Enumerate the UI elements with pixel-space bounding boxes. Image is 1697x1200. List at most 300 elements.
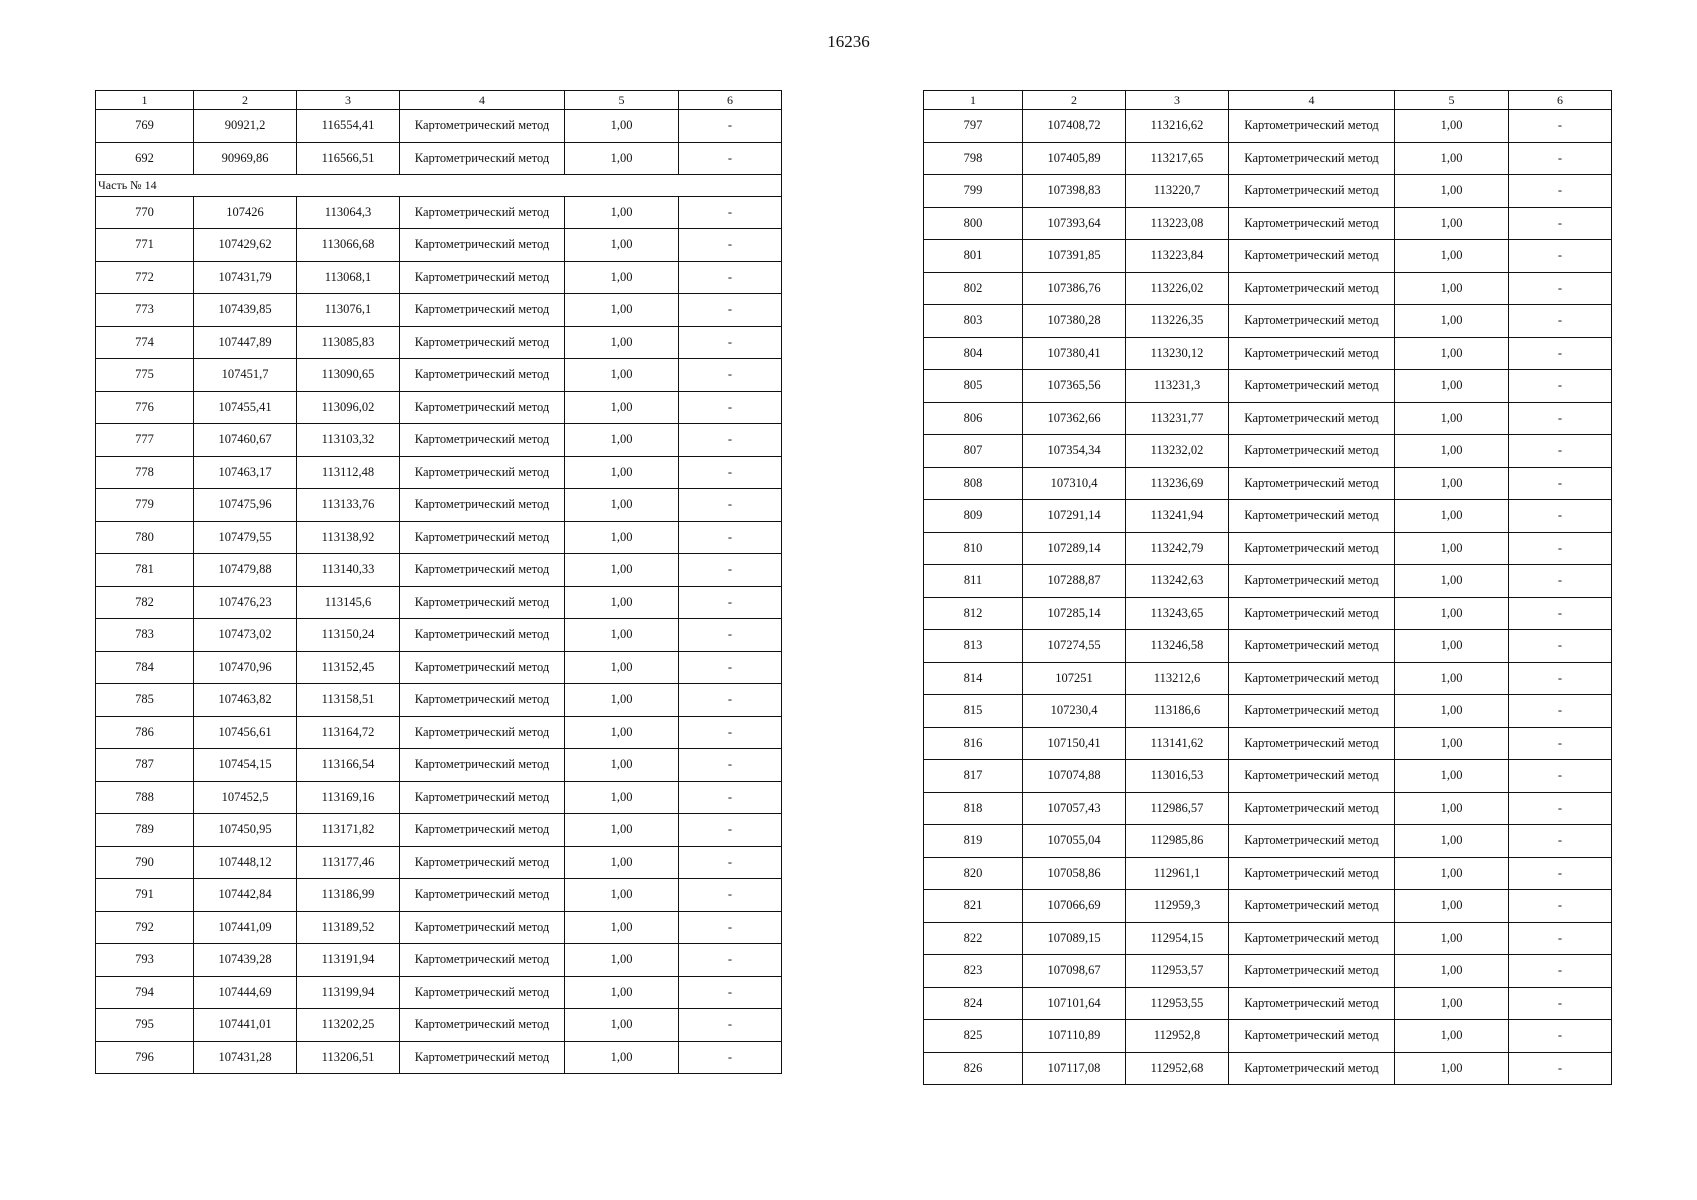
table-cell: -: [1509, 890, 1612, 923]
table-cell: 107439,28: [194, 944, 297, 977]
table-row: [924, 987, 1612, 1020]
table-cell: 107398,83: [1023, 175, 1126, 208]
table-cell: Картометрический метод: [400, 196, 565, 229]
table-cell: 113216,62: [1126, 110, 1229, 143]
table-cell: 107479,55: [194, 521, 297, 554]
table-cell: 817: [924, 760, 1023, 793]
section-row: [96, 175, 782, 197]
table-cell: 808: [924, 467, 1023, 500]
table-cell: 1,00: [1395, 532, 1509, 565]
table-cell: Картометрический метод: [400, 142, 565, 175]
table-cell: 112954,15: [1126, 922, 1229, 955]
table-cell: 1,00: [1395, 727, 1509, 760]
table-row: [924, 142, 1612, 175]
table-cell: -: [1509, 597, 1612, 630]
table-row: [924, 662, 1612, 695]
table-cell: Картометрический метод: [400, 976, 565, 1009]
table-cell: 107470,96: [194, 651, 297, 684]
table-cell: Картометрический метод: [400, 326, 565, 359]
table-cell: Картометрический метод: [1229, 565, 1395, 598]
table-row: [96, 749, 782, 782]
table-cell: 112953,57: [1126, 955, 1229, 988]
table-row: [924, 272, 1612, 305]
table-row: [924, 792, 1612, 825]
table-row: [924, 890, 1612, 923]
table-cell: 113152,45: [297, 651, 400, 684]
table-row: [96, 911, 782, 944]
table-cell: 113064,3: [297, 196, 400, 229]
table-row: [96, 554, 782, 587]
table-cell: 1,00: [1395, 500, 1509, 533]
table-cell: 797: [924, 110, 1023, 143]
table-cell: 113220,7: [1126, 175, 1229, 208]
table-row: [924, 597, 1612, 630]
table-cell: 1,00: [565, 976, 679, 1009]
table-cell: 107454,15: [194, 749, 297, 782]
table-cell: 1,00: [565, 749, 679, 782]
table-cell: 113138,92: [297, 521, 400, 554]
table-cell: 811: [924, 565, 1023, 598]
table-cell: 112953,55: [1126, 987, 1229, 1020]
table-cell: 107288,87: [1023, 565, 1126, 598]
table-cell: -: [679, 749, 782, 782]
table-cell: Картометрический метод: [400, 424, 565, 457]
table-cell: Картометрический метод: [1229, 955, 1395, 988]
table-cell: 1,00: [565, 716, 679, 749]
table-row: [924, 695, 1612, 728]
table-cell: -: [1509, 337, 1612, 370]
table-cell: -: [1509, 922, 1612, 955]
table-cell: Картометрический метод: [1229, 532, 1395, 565]
table-row: [924, 922, 1612, 955]
table-cell: Картометрический метод: [400, 261, 565, 294]
table-row: [96, 814, 782, 847]
table-cell: 107057,43: [1023, 792, 1126, 825]
table-cell: 1,00: [1395, 662, 1509, 695]
table-cell: Картометрический метод: [400, 814, 565, 847]
table-cell: Картометрический метод: [400, 456, 565, 489]
table-cell: Картометрический метод: [400, 684, 565, 717]
table-cell: Картометрический метод: [1229, 402, 1395, 435]
table-cell: 107074,88: [1023, 760, 1126, 793]
table-cell: 1,00: [1395, 207, 1509, 240]
table-cell: 1,00: [565, 294, 679, 327]
table-cell: 107441,09: [194, 911, 297, 944]
coordinates-table-left: [95, 90, 782, 1074]
table-cell: Картометрический метод: [1229, 857, 1395, 890]
table-cell: -: [1509, 662, 1612, 695]
table-cell: 794: [96, 976, 194, 1009]
table-cell: -: [679, 586, 782, 619]
table-cell: 107451,7: [194, 359, 297, 392]
table-cell: 107475,96: [194, 489, 297, 522]
table-cell: 113169,16: [297, 781, 400, 814]
table-cell: 107452,5: [194, 781, 297, 814]
table-cell: -: [1509, 727, 1612, 760]
table-cell: Картометрический метод: [400, 294, 565, 327]
table-cell: Картометрический метод: [400, 391, 565, 424]
table-cell: 113231,3: [1126, 370, 1229, 403]
table-cell: Картометрический метод: [400, 619, 565, 652]
table-cell: 1,00: [1395, 175, 1509, 208]
column-header: 4: [1229, 91, 1395, 110]
table-cell: 1,00: [1395, 435, 1509, 468]
table-cell: Картометрический метод: [1229, 792, 1395, 825]
table-cell: 1,00: [565, 489, 679, 522]
table-cell: 107442,84: [194, 879, 297, 912]
table-cell: 107431,79: [194, 261, 297, 294]
table-cell: 792: [96, 911, 194, 944]
table-cell: Картометрический метод: [1229, 207, 1395, 240]
table-cell: -: [1509, 207, 1612, 240]
column-header: 1: [96, 91, 194, 110]
table-row: [96, 781, 782, 814]
table-cell: 113068,1: [297, 261, 400, 294]
table-cell: Картометрический метод: [400, 229, 565, 262]
table-cell: 113133,76: [297, 489, 400, 522]
table-cell: 107380,41: [1023, 337, 1126, 370]
column-header: 1: [924, 91, 1023, 110]
table-cell: 1,00: [1395, 467, 1509, 500]
table-cell: 778: [96, 456, 194, 489]
table-cell: Картометрический метод: [400, 110, 565, 143]
table-cell: -: [679, 456, 782, 489]
table-cell: 113141,62: [1126, 727, 1229, 760]
table-cell: 113212,6: [1126, 662, 1229, 695]
table-row: [924, 727, 1612, 760]
table-cell: 780: [96, 521, 194, 554]
table-cell: 107441,01: [194, 1009, 297, 1042]
table-row: [924, 1052, 1612, 1085]
table-cell: -: [1509, 272, 1612, 305]
table-cell: 107066,69: [1023, 890, 1126, 923]
table-cell: -: [1509, 695, 1612, 728]
table-cell: 1,00: [565, 326, 679, 359]
table-cell: 784: [96, 651, 194, 684]
table-cell: 113164,72: [297, 716, 400, 749]
table-cell: -: [679, 879, 782, 912]
table-cell: 788: [96, 781, 194, 814]
table-cell: 822: [924, 922, 1023, 955]
table-cell: 113145,6: [297, 586, 400, 619]
section-label: Часть № 14: [96, 175, 782, 197]
table-cell: 112952,8: [1126, 1020, 1229, 1053]
table-cell: Картометрический метод: [1229, 760, 1395, 793]
table-cell: 1,00: [1395, 142, 1509, 175]
coordinates-table-right: [923, 90, 1612, 1085]
table-row: [924, 402, 1612, 435]
table-cell: Картометрический метод: [400, 586, 565, 619]
table-cell: 789: [96, 814, 194, 847]
table-cell: 1,00: [565, 651, 679, 684]
column-header: 6: [1509, 91, 1612, 110]
table-cell: 107089,15: [1023, 922, 1126, 955]
table-cell: 113236,69: [1126, 467, 1229, 500]
table-cell: Картометрический метод: [400, 554, 565, 587]
header-row: [96, 91, 782, 110]
table-cell: 819: [924, 825, 1023, 858]
table-row: [96, 586, 782, 619]
table-cell: 1,00: [565, 424, 679, 457]
table-cell: 1,00: [565, 911, 679, 944]
table-cell: 107386,76: [1023, 272, 1126, 305]
table-cell: 793: [96, 944, 194, 977]
table-cell: 1,00: [1395, 565, 1509, 598]
table-cell: 112961,1: [1126, 857, 1229, 890]
table-row: [96, 391, 782, 424]
column-header: 3: [297, 91, 400, 110]
table-row: [924, 857, 1612, 890]
table-cell: Картометрический метод: [1229, 890, 1395, 923]
table-cell: -: [679, 142, 782, 175]
table-cell: Картометрический метод: [400, 521, 565, 554]
table-cell: -: [1509, 305, 1612, 338]
column-header: 2: [1023, 91, 1126, 110]
table-cell: 1,00: [1395, 402, 1509, 435]
table-cell: 787: [96, 749, 194, 782]
table-cell: 1,00: [1395, 857, 1509, 890]
column-header: 2: [194, 91, 297, 110]
table-cell: 112986,57: [1126, 792, 1229, 825]
table-row: [924, 435, 1612, 468]
table-cell: -: [679, 1009, 782, 1042]
table-row: [96, 684, 782, 717]
table-cell: 1,00: [565, 586, 679, 619]
table-cell: Картометрический метод: [1229, 727, 1395, 760]
table-cell: 116566,51: [297, 142, 400, 175]
table-cell: -: [1509, 825, 1612, 858]
table-cell: Картометрический метод: [1229, 597, 1395, 630]
table-cell: 799: [924, 175, 1023, 208]
table-cell: 107117,08: [1023, 1052, 1126, 1085]
column-header: 3: [1126, 91, 1229, 110]
table-cell: 107101,64: [1023, 987, 1126, 1020]
table-cell: 771: [96, 229, 194, 262]
table-row: [924, 175, 1612, 208]
table-cell: -: [679, 424, 782, 457]
table-cell: 107310,4: [1023, 467, 1126, 500]
table-cell: 113206,51: [297, 1041, 400, 1074]
table-cell: 113242,79: [1126, 532, 1229, 565]
table-cell: 1,00: [1395, 955, 1509, 988]
table-cell: -: [679, 229, 782, 262]
table-cell: -: [1509, 435, 1612, 468]
table-cell: 107405,89: [1023, 142, 1126, 175]
table-cell: 107285,14: [1023, 597, 1126, 630]
table-cell: 805: [924, 370, 1023, 403]
table-cell: 113066,68: [297, 229, 400, 262]
table-cell: -: [1509, 987, 1612, 1020]
table-cell: 113231,77: [1126, 402, 1229, 435]
table-cell: 795: [96, 1009, 194, 1042]
table-cell: -: [679, 359, 782, 392]
table-cell: 107408,72: [1023, 110, 1126, 143]
table-cell: -: [1509, 110, 1612, 143]
table-row: [96, 879, 782, 912]
table-cell: Картометрический метод: [1229, 272, 1395, 305]
table-cell: 790: [96, 846, 194, 879]
table-cell: 1,00: [1395, 110, 1509, 143]
table-cell: Картометрический метод: [1229, 142, 1395, 175]
table-cell: 1,00: [1395, 922, 1509, 955]
table-cell: 1,00: [565, 196, 679, 229]
table-cell: -: [1509, 402, 1612, 435]
table-row: [924, 110, 1612, 143]
table-cell: 107473,02: [194, 619, 297, 652]
table-row: [924, 467, 1612, 500]
table-cell: 1,00: [1395, 792, 1509, 825]
table-cell: 113223,08: [1126, 207, 1229, 240]
table-cell: 810: [924, 532, 1023, 565]
table-cell: Картометрический метод: [400, 781, 565, 814]
table-row: [924, 337, 1612, 370]
table-cell: 1,00: [565, 1041, 679, 1074]
table-cell: 113199,94: [297, 976, 400, 1009]
table-cell: 775: [96, 359, 194, 392]
table-cell: 113158,51: [297, 684, 400, 717]
table-cell: 113016,53: [1126, 760, 1229, 793]
table-row: [96, 261, 782, 294]
table-cell: 773: [96, 294, 194, 327]
table-cell: 113202,25: [297, 1009, 400, 1042]
table-cell: -: [679, 489, 782, 522]
table-cell: -: [1509, 532, 1612, 565]
table-cell: Картометрический метод: [1229, 467, 1395, 500]
table-row: [924, 630, 1612, 663]
table-cell: Картометрический метод: [1229, 695, 1395, 728]
table-row: [924, 760, 1612, 793]
table-cell: Картометрический метод: [400, 944, 565, 977]
table-cell: Картометрический метод: [1229, 337, 1395, 370]
table-row: [96, 456, 782, 489]
table-cell: Картометрический метод: [400, 911, 565, 944]
table-cell: 107291,14: [1023, 500, 1126, 533]
table-cell: 1,00: [1395, 305, 1509, 338]
table-cell: 815: [924, 695, 1023, 728]
table-cell: 116554,41: [297, 110, 400, 143]
table-cell: -: [1509, 1020, 1612, 1053]
table-row: [96, 229, 782, 262]
table-cell: Картометрический метод: [1229, 435, 1395, 468]
table-cell: 113226,35: [1126, 305, 1229, 338]
column-header: 5: [565, 91, 679, 110]
table-cell: 113232,02: [1126, 435, 1229, 468]
table-cell: 107391,85: [1023, 240, 1126, 273]
table-cell: 107450,95: [194, 814, 297, 847]
table-cell: Картометрический метод: [1229, 825, 1395, 858]
table-row: [924, 825, 1612, 858]
table-cell: 107362,66: [1023, 402, 1126, 435]
table-cell: 107110,89: [1023, 1020, 1126, 1053]
table-cell: 107431,28: [194, 1041, 297, 1074]
table-row: [96, 326, 782, 359]
table-row: [96, 1009, 782, 1042]
table-cell: 113140,33: [297, 554, 400, 587]
table-cell: 113223,84: [1126, 240, 1229, 273]
table-cell: 113171,82: [297, 814, 400, 847]
table-cell: Картометрический метод: [1229, 175, 1395, 208]
table-cell: 107365,56: [1023, 370, 1126, 403]
table-cell: -: [679, 716, 782, 749]
table-cell: Картометрический метод: [400, 879, 565, 912]
table-row: [96, 976, 782, 1009]
table-cell: 107439,85: [194, 294, 297, 327]
table-row: [96, 359, 782, 392]
table-cell: Картометрический метод: [400, 1009, 565, 1042]
table-cell: 107479,88: [194, 554, 297, 587]
table-cell: Картометрический метод: [1229, 1020, 1395, 1053]
table-cell: 783: [96, 619, 194, 652]
table-cell: 1,00: [1395, 825, 1509, 858]
table-cell: 807: [924, 435, 1023, 468]
table-cell: Картометрический метод: [400, 359, 565, 392]
table-cell: -: [679, 814, 782, 847]
table-cell: -: [1509, 500, 1612, 533]
column-header: 5: [1395, 91, 1509, 110]
table-cell: 113191,94: [297, 944, 400, 977]
table-cell: 782: [96, 586, 194, 619]
table-cell: 1,00: [565, 142, 679, 175]
table-cell: 770: [96, 196, 194, 229]
table-cell: -: [679, 619, 782, 652]
table-cell: -: [679, 521, 782, 554]
table-cell: -: [1509, 142, 1612, 175]
table-cell: 107098,67: [1023, 955, 1126, 988]
table-row: [96, 196, 782, 229]
table-cell: Картометрический метод: [1229, 922, 1395, 955]
table-cell: 813: [924, 630, 1023, 663]
table-cell: 113096,02: [297, 391, 400, 424]
table-cell: 809: [924, 500, 1023, 533]
table-cell: 107393,64: [1023, 207, 1126, 240]
table-cell: 1,00: [565, 1009, 679, 1042]
table-cell: 113112,48: [297, 456, 400, 489]
table-row: [96, 521, 782, 554]
table-cell: 107456,61: [194, 716, 297, 749]
table-cell: 107476,23: [194, 586, 297, 619]
table-cell: 112959,3: [1126, 890, 1229, 923]
header-row: [924, 91, 1612, 110]
table-cell: 818: [924, 792, 1023, 825]
table-row: [96, 110, 782, 143]
table-cell: -: [679, 846, 782, 879]
table-cell: Картометрический метод: [1229, 500, 1395, 533]
table-cell: 816: [924, 727, 1023, 760]
table-cell: -: [1509, 565, 1612, 598]
table-cell: 1,00: [1395, 597, 1509, 630]
table-cell: -: [1509, 760, 1612, 793]
table-cell: -: [1509, 175, 1612, 208]
table-cell: 107455,41: [194, 391, 297, 424]
table-cell: 826: [924, 1052, 1023, 1085]
table-cell: 1,00: [565, 456, 679, 489]
table-cell: 823: [924, 955, 1023, 988]
table-cell: 781: [96, 554, 194, 587]
table-row: [96, 619, 782, 652]
table-cell: 107289,14: [1023, 532, 1126, 565]
table-cell: 113246,58: [1126, 630, 1229, 663]
table-cell: 779: [96, 489, 194, 522]
table-cell: 113230,12: [1126, 337, 1229, 370]
table-cell: 785: [96, 684, 194, 717]
table-cell: 113103,32: [297, 424, 400, 457]
table-cell: 1,00: [565, 261, 679, 294]
table-cell: 113166,54: [297, 749, 400, 782]
table-cell: Картометрический метод: [400, 749, 565, 782]
table-row: [96, 846, 782, 879]
table-cell: 90969,86: [194, 142, 297, 175]
table-cell: 113242,63: [1126, 565, 1229, 598]
